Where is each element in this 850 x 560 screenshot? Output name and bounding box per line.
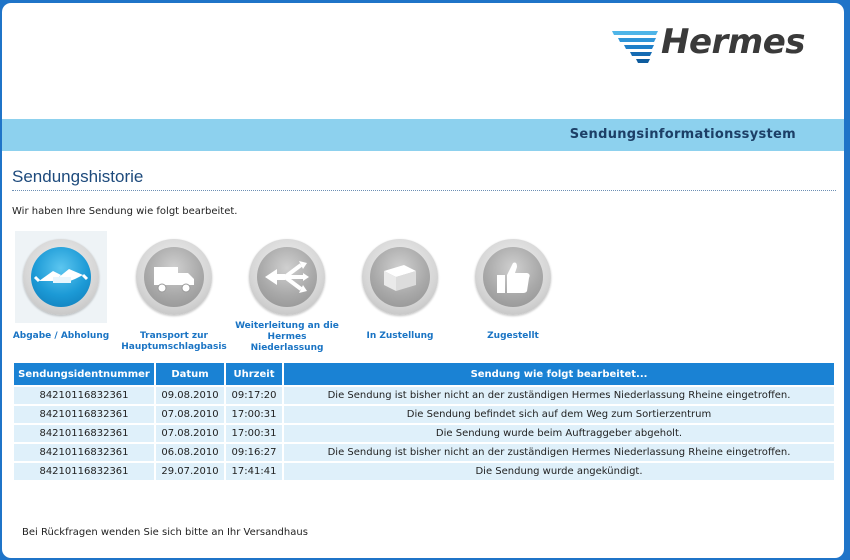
column-header: Sendung wie folgt bearbeitet...	[284, 363, 834, 385]
logo-stripes-icon	[612, 31, 662, 63]
table-row	[14, 406, 834, 423]
step-icon-frame	[15, 231, 107, 323]
step-zustellung	[345, 231, 455, 342]
status-cell: Die Sendung ist bisher nicht an der zuständigen Hermes Niederlassung Rheine eingetroffen.	[284, 387, 834, 404]
tracking-number: 84210116832361	[14, 425, 154, 442]
table-row	[14, 444, 834, 461]
tracking-number: 84210116832361	[14, 444, 154, 461]
table-header-row	[14, 363, 834, 385]
status-cell: Die Sendung ist bisher nicht an der zuständigen Hermes Niederlassung Rheine eingetroffen.	[284, 444, 834, 461]
header-band	[2, 119, 844, 151]
date-cell: 07.08.2010	[156, 425, 224, 442]
tracking-number: 84210116832361	[14, 387, 154, 404]
brand-name: Hermes	[661, 22, 806, 62]
split-arrows-icon	[249, 239, 325, 315]
step-label: Transport zur Hauptumschlagbasis	[121, 331, 227, 352]
time-cell: 09:17:20	[226, 387, 282, 404]
status-cell: Die Sendung befindet sich auf dem Weg zum Sortierzentrum	[284, 406, 834, 423]
handshake-icon	[23, 239, 99, 315]
status-cell: Die Sendung wurde angekündigt.	[284, 463, 834, 480]
date-cell: 09.08.2010	[156, 387, 224, 404]
footer-note: Bei Rückfragen wenden Sie sich bitte an Ihr Versandhaus	[22, 527, 308, 538]
thumbs-up-icon	[475, 239, 551, 315]
history-table	[12, 361, 836, 482]
time-cell: 17:00:31	[226, 425, 282, 442]
step-label: Abgabe / Abholung	[12, 331, 110, 341]
step-label: Weiterleitung an die Hermes Niederlassung	[235, 321, 339, 353]
date-cell: 06.08.2010	[156, 444, 224, 461]
step-abgabe	[6, 231, 116, 342]
step-zugestellt	[458, 231, 568, 342]
truck-icon	[136, 239, 212, 315]
hermes-logo	[612, 22, 812, 68]
step-label: In Zustellung	[366, 331, 434, 341]
status-cell: Die Sendung wurde beim Auftraggeber abgeholt.	[284, 425, 834, 442]
column-header: Sendungsidentnummer	[14, 363, 154, 385]
step-label: Zugestellt	[487, 331, 539, 341]
time-cell: 09:16:27	[226, 444, 282, 461]
table-row	[14, 425, 834, 442]
time-cell: 17:41:41	[226, 463, 282, 480]
parcel-icon	[362, 239, 438, 315]
table-row	[14, 387, 834, 404]
intro-text: Wir haben Ihre Sendung wie folgt bearbeitet.	[12, 206, 238, 217]
column-header: Uhrzeit	[226, 363, 282, 385]
step-transport	[119, 231, 229, 353]
tracking-number: 84210116832361	[14, 406, 154, 423]
column-header: Datum	[156, 363, 224, 385]
table-row	[14, 463, 834, 480]
date-cell: 29.07.2010	[156, 463, 224, 480]
date-cell: 07.08.2010	[156, 406, 224, 423]
time-cell: 17:00:31	[226, 406, 282, 423]
system-title: Sendungsinformationssystem	[569, 127, 796, 142]
tracking-number: 84210116832361	[14, 463, 154, 480]
page-title: Sendungshistorie	[12, 167, 144, 186]
heading-divider	[12, 190, 836, 191]
page-frame	[2, 3, 844, 558]
step-weiterleitung	[232, 231, 342, 354]
